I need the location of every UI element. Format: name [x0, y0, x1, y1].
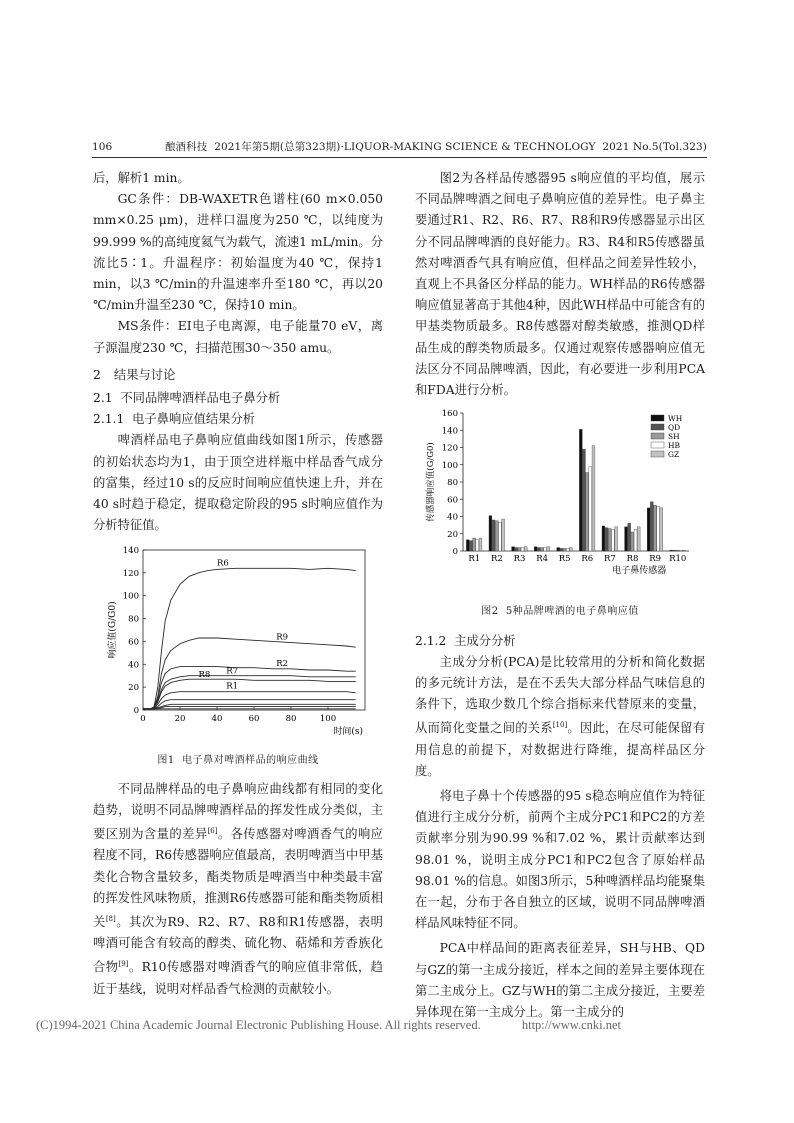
x-tick-label: R3: [513, 554, 526, 565]
right-column: [415, 168, 705, 1023]
x-tick-label: 40: [211, 714, 223, 725]
bar-SH-R5: [563, 549, 566, 552]
y-tick-label: 60: [447, 495, 458, 506]
y-tick-label: 0: [133, 706, 139, 717]
y-tick-label: 40: [128, 660, 139, 671]
paragraph-fig2-description: 图2为各样品传感器95 s响应值的平均值，展示不同品牌啤酒之间电子鼻响应值的差异性。电子鼻主要通过R1、R2、R6、R7、R8和R9传感器显示出区分不同品牌啤酒的良好能力。R3、R4和R5传感器虽然对啤酒香气具有响应值，但样品之间差异性较小，直观上不具备区分样品的能力。WH样品的R6传感器响应值显著高于其他4种，因此WH样品中可能含有的甲基类物质最多。R8传感器对醇类敏感，推测QD样品生成的醇类物质最多。仅通过观察传感器响应值无法区分不同品牌啤酒，因此，有必要进一步利用PCA和FDA进行分析。: [415, 171, 705, 398]
series-label: R9: [276, 633, 289, 644]
y-axis-label: 响应值(G/G0): [108, 601, 118, 660]
bar-HB-R5: [566, 549, 569, 552]
footer-link[interactable]: http://www.cnki.net: [521, 1018, 622, 1032]
legend-swatch-WH: [651, 415, 664, 421]
bar-WH-R6: [579, 430, 582, 552]
bar-HB-R10: [679, 550, 682, 551]
left-column: [93, 168, 383, 1000]
y-tick-label: 20: [128, 683, 139, 694]
series-label: R7: [226, 667, 239, 678]
bar-SH-R9: [654, 506, 657, 552]
paragraph-sensor-discussion: [93, 779, 383, 1000]
bar-HB-R6: [589, 467, 592, 552]
y-tick-label: 20: [447, 529, 458, 540]
bar-QD-R8: [628, 524, 631, 552]
bar-HB-R8: [634, 530, 637, 552]
citation: [8]: [105, 915, 116, 924]
paragraph: 后，解析1 min。: [93, 171, 190, 185]
y-tick-label: 120: [441, 443, 458, 454]
y-tick-label: 120: [122, 569, 139, 580]
x-tick-label: R8: [626, 554, 639, 565]
x-tick-label: R1: [468, 554, 481, 565]
section-heading-2-1-2: 2.1.2 主成分分析: [415, 633, 516, 648]
paragraph-ms-conditions: MS条件：EI电子电离源，电子能量70 eV，离子源温度230 ℃，扫描范围30～350 amu。: [93, 319, 383, 355]
bar-GZ-R6: [592, 446, 595, 551]
copyright-notice: (C)1994-2021 China Academic Journal Electronic Publishing House. All rights reserved.: [36, 1018, 481, 1032]
series-line-R6: [143, 569, 356, 710]
text-run: 不同品牌样品的电子鼻响应曲线都有相同的变化趋势，说明不同品牌啤酒样品的挥发性成分类似，主要区别为含量的差异: [93, 781, 383, 842]
bar-WH-R1: [466, 540, 469, 551]
legend-swatch-QD: [651, 424, 664, 430]
page-number: 106: [92, 141, 113, 153]
y-tick-label: 40: [447, 512, 458, 523]
y-tick-label: 100: [122, 592, 139, 603]
y-tick-label: 80: [447, 478, 458, 489]
legend-swatch-GZ: [651, 451, 664, 457]
x-tick-label: 0: [140, 714, 146, 725]
paragraph-pca-distance: PCA中样品间的距离表征差异，SH与HB、QD与GZ的第一主成分接近，样本之间的差异主要体现在第二主成分上。GZ与WH的第二主成分接近，主要差异体现在第一主成分上。第一主成分的: [415, 941, 705, 1020]
x-tick-label: R2: [490, 554, 503, 565]
bar-WH-R10: [670, 550, 673, 551]
section-heading-2-1-1: 2.1.1 电子鼻响应值结果分析: [93, 412, 256, 427]
bar-HB-R7: [611, 530, 614, 552]
section-heading-2-1: 2.1 不同品牌啤酒样品电子鼻分析: [93, 391, 281, 406]
citation: [6]: [207, 827, 218, 836]
bar-QD-R7: [605, 528, 608, 551]
series-line-R9: [143, 638, 356, 709]
y-tick-label: 60: [128, 637, 139, 648]
legend-label: GZ: [668, 450, 680, 460]
figure-2-caption: 图2 5种品牌啤酒的电子鼻响应值: [481, 606, 639, 618]
bar-SH-R3: [518, 548, 521, 551]
y-axis-label: 传感器响应值(G/G0): [426, 442, 436, 522]
x-tick-label: R10: [669, 554, 687, 565]
citation: [10]: [552, 721, 568, 730]
bar-WH-R9: [647, 508, 650, 551]
text-run: 。R10传感器对啤酒香气的响应值非常低，趋近于基线，说明对样品香气检测的贡献较小。: [93, 960, 383, 996]
x-axis-label: 时间(s): [333, 727, 363, 738]
bar-SH-R4: [541, 548, 544, 551]
bar-QD-R2: [492, 520, 495, 551]
y-tick-label: 0: [452, 547, 458, 558]
bar-WH-R8: [625, 527, 628, 551]
bar-SH-R8: [631, 532, 634, 551]
legend-swatch-HB: [651, 442, 664, 448]
bar-QD-R4: [537, 548, 540, 551]
x-tick-label: R6: [581, 554, 594, 565]
sensor-bar-chart: [415, 407, 705, 592]
journal-info: 酿酒科技 2021年第5期(总第323期)·LIQUOR-MAKING SCIENCE & TECHNOLOGY 2021 No.5(Tol.323): [164, 141, 707, 153]
bar-HB-R2: [498, 523, 501, 551]
y-tick-label: 100: [441, 460, 458, 471]
y-tick-label: 140: [441, 426, 458, 437]
bar-WH-R7: [602, 526, 605, 551]
y-tick-label: 140: [122, 546, 139, 557]
bar-SH-R1: [473, 538, 476, 551]
bar-GZ-R7: [615, 527, 618, 551]
series-label: R6: [217, 558, 229, 569]
figure-1-caption: 图1 电子鼻对啤酒样品的响应曲线: [157, 754, 319, 766]
text-run: 主成分分析(PCA)是比较常用的分析和简化数据的多元统计方法，是在不丢失大部分样品气味信息的条件下，选取少数几个综合指标来代替原来的变量，从而简化变量之间的关系: [415, 654, 705, 736]
bar-GZ-R8: [637, 527, 640, 551]
text-run: 。各传感器对啤酒香气的响应程度不同，R6传感器响应值最高，表明啤酒当中甲基类化合物含量较多，酯类物质是啤酒当中种类最丰富的挥发性风味物质，推测R6传感器可能和酯类物质相关: [93, 827, 383, 930]
bar-HB-R4: [544, 548, 547, 551]
series-label: R1: [226, 682, 239, 693]
bar-GZ-R3: [524, 547, 527, 551]
bar-SH-R10: [676, 550, 679, 551]
figure-2: [415, 407, 705, 599]
section-title: 结果与讨论: [113, 367, 176, 382]
y-tick-label: 160: [441, 409, 458, 420]
legend-label: QD: [668, 423, 681, 433]
x-tick-label: 100: [319, 714, 337, 725]
paragraph-pca-intro: [415, 652, 705, 782]
bar-QD-R6: [583, 449, 586, 551]
paragraph-gc-conditions: GC条件：DB-WAXETR色谱柱(60 m×0.050 mm×0.25 μm)，进样口温度为250 ℃，以纯度为99.999 %的高纯度氦气为载气，流速1 mL/min。分流比5∶1。升温程序：初始温度为40 ℃，保持1 min，以3 ℃/min的升温速率升至180 ℃，再以20 ℃/min升温至230 ℃，保持10 min。: [93, 192, 383, 313]
x-tick-label: R5: [558, 554, 571, 565]
paragraph-response-curve: 啤酒样品电子鼻响应值曲线如图1所示，传感器的初始状态均为1，由于顶空进样瓶中样品香气成分的富集，经过10 s的反应时间响应值快速上升，并在40 s时趋于稳定，提取稳定阶段的95 s时响应值作为分析特征值。: [93, 433, 383, 533]
plot-frame: [143, 550, 365, 710]
bar-WH-R4: [534, 547, 537, 551]
x-tick-label: 20: [174, 714, 186, 725]
header-rule: [92, 157, 707, 158]
x-tick-label: 80: [285, 714, 297, 725]
response-curve-chart: [93, 542, 383, 740]
bar-GZ-R5: [569, 548, 572, 551]
citation: [9]: [118, 960, 129, 969]
legend-swatch-SH: [651, 433, 664, 439]
bar-GZ-R1: [479, 538, 482, 551]
bar-GZ-R2: [502, 519, 505, 551]
bar-GZ-R10: [682, 550, 685, 551]
bar-HB-R1: [476, 540, 479, 551]
x-axis-label: 电子鼻传感器: [612, 566, 667, 577]
bar-GZ-R4: [547, 547, 550, 551]
bar-QD-R5: [560, 549, 563, 552]
x-tick-label: R4: [536, 554, 549, 565]
bar-HB-R9: [657, 506, 660, 551]
section-heading-2: [93, 365, 383, 386]
series-line-R2: [143, 667, 356, 709]
figure-1: [93, 542, 383, 747]
footer: [36, 1018, 776, 1033]
text-run: 。因此，在尽可能保留有用信息的前提下，对数据进行降维，提高样品区分度。: [415, 721, 705, 778]
bar-QD-R1: [470, 541, 473, 551]
bar-SH-R6: [586, 473, 589, 551]
bar-HB-R3: [521, 548, 524, 551]
text-run: 。其次为R9、R2、R7、R8和R1传感器，表明啤酒可能含有较高的醇类、硫化物、萜烯和芳香族化合物: [93, 915, 383, 975]
x-tick-label: 60: [248, 714, 260, 725]
bar-SH-R2: [495, 521, 498, 551]
running-header: [92, 139, 707, 154]
series-label: R8: [198, 670, 211, 681]
bar-GZ-R9: [660, 508, 663, 551]
bar-QD-R9: [650, 502, 653, 551]
bar-WH-R5: [557, 548, 560, 551]
bar-WH-R2: [489, 516, 492, 551]
series-label: R2: [276, 659, 289, 670]
x-tick-label: R9: [649, 554, 662, 565]
bar-QD-R3: [515, 548, 518, 551]
legend-label: WH: [668, 414, 683, 424]
bar-SH-R7: [608, 529, 611, 551]
section-number: 2: [93, 367, 101, 382]
legend-label: SH: [668, 432, 680, 442]
bar-QD-R10: [673, 550, 676, 551]
x-tick-label: R7: [603, 554, 616, 565]
paragraph-pca-results: 将电子鼻十个传感器的95 s稳态响应值作为特征值进行主成分分析，前两个主成分PC1和PC2的方差贡献率分别为90.99 %和7.02 %，累计贡献率达到98.01 %，说明主成分PC1和PC2包含了原始样品98.01 %的信息。如图3所示，5种啤酒样品均能聚集在一起，分布于各自独立的区域，说明不同品牌啤酒样品风味特征不同。: [415, 789, 705, 931]
bar-WH-R3: [512, 547, 515, 551]
y-tick-label: 80: [128, 615, 139, 626]
legend-label: HB: [668, 441, 681, 451]
